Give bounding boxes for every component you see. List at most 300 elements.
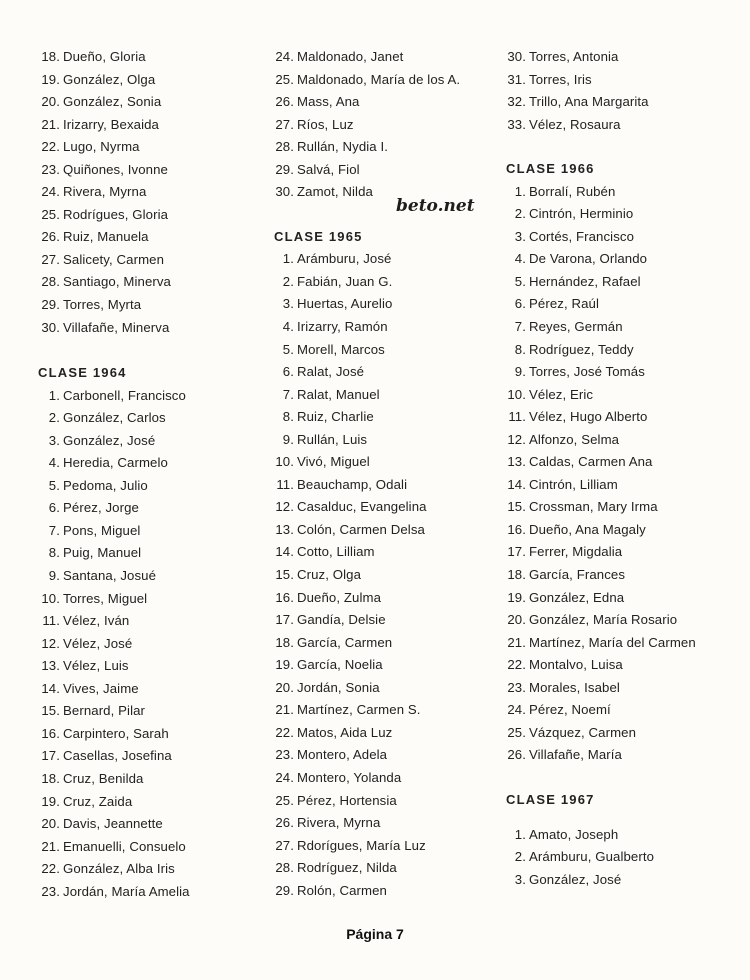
entry-name: Reyes, Germán xyxy=(529,319,623,335)
entry-number: 20. xyxy=(507,612,526,628)
list-item xyxy=(264,519,489,542)
entry-number: 5. xyxy=(282,341,294,357)
list-item xyxy=(28,881,253,904)
entry-name: Cintrón, Lilliam xyxy=(529,476,618,492)
name-list xyxy=(496,46,736,136)
list-item xyxy=(28,46,253,69)
list-item xyxy=(28,226,253,249)
class-heading-1965: CLASE 1965 xyxy=(274,228,363,244)
entry-number: 8. xyxy=(282,409,294,425)
list-item xyxy=(28,723,253,746)
entry-number: 12. xyxy=(275,499,294,515)
spacer xyxy=(496,812,736,824)
list-item xyxy=(28,69,253,92)
list-item xyxy=(264,609,489,632)
entry-name: Rdorígues, María Luz xyxy=(297,837,426,853)
entry-name: Casalduc, Evangelina xyxy=(297,499,427,515)
list-item xyxy=(496,654,736,677)
list-item xyxy=(28,475,253,498)
entry-name: Emanuelli, Consuelo xyxy=(63,838,186,854)
entry-name: García, Noelia xyxy=(297,657,383,673)
entry-number: 21. xyxy=(41,116,60,132)
entry-name: Rodríguez, Nilda xyxy=(297,860,397,876)
entry-name: Lugo, Nyrma xyxy=(63,139,140,155)
list-item xyxy=(264,114,489,137)
entry-name: Rullán, Nydia I. xyxy=(297,139,389,155)
list-item xyxy=(264,159,489,182)
entry-number: 13. xyxy=(275,521,294,537)
list-item xyxy=(496,406,736,429)
entry-number: 25. xyxy=(275,71,294,87)
list-item xyxy=(496,474,736,497)
entry-name: Puig, Manuel xyxy=(63,545,142,561)
list-item xyxy=(28,294,253,317)
list-item xyxy=(264,835,489,858)
entry-name: Cintrón, Herminio xyxy=(529,206,634,222)
entry-number: 26. xyxy=(507,747,526,763)
entry-number: 20. xyxy=(275,679,294,695)
entry-number: 30. xyxy=(507,49,526,64)
list-item xyxy=(264,767,489,790)
entry-name: Salicety, Carmen xyxy=(63,251,165,267)
list-item xyxy=(264,384,489,407)
entry-name: Torres, José Tomás xyxy=(529,364,645,380)
entry-name: Trillo, Ana Margarita xyxy=(529,94,649,110)
entry-number: 19. xyxy=(507,589,526,605)
entry-number: 18. xyxy=(41,770,60,786)
list-item xyxy=(264,541,489,564)
entry-name: Mass, Ana xyxy=(297,94,360,110)
entry-number: 24. xyxy=(41,184,60,200)
entry-name: Torres, Antonia xyxy=(529,49,619,64)
list-item xyxy=(496,46,736,69)
list-item xyxy=(496,609,736,632)
entry-number: 1. xyxy=(514,183,526,199)
name-list xyxy=(264,248,489,902)
entry-name: González, José xyxy=(529,871,622,887)
entry-number: 1. xyxy=(514,826,526,842)
entry-name: González, Olga xyxy=(63,71,156,87)
entry-number: 24. xyxy=(275,769,294,785)
entry-name: Ferrer, Migdalia xyxy=(529,544,623,560)
list-item xyxy=(264,46,489,69)
entry-number: 32. xyxy=(507,94,526,110)
entry-number: 24. xyxy=(275,49,294,64)
entry-name: Vázquez, Carmen xyxy=(529,724,637,740)
list-item xyxy=(496,587,736,610)
entry-name: Montero, Yolanda xyxy=(297,769,402,785)
entry-number: 16. xyxy=(507,521,526,537)
entry-name: Vélez, José xyxy=(63,635,133,651)
list-item xyxy=(496,384,736,407)
list-item xyxy=(496,293,736,316)
list-item xyxy=(264,857,489,880)
list-item xyxy=(264,564,489,587)
list-item xyxy=(28,249,253,272)
entry-name: Quiñones, Ivonne xyxy=(63,161,168,177)
entry-number: 19. xyxy=(41,71,60,87)
entry-name: Pons, Miguel xyxy=(63,522,141,538)
entry-name: Pérez, Raúl xyxy=(529,296,599,312)
list-item xyxy=(28,317,253,340)
entry-number: 17. xyxy=(275,612,294,628)
spacer xyxy=(496,767,736,789)
entry-name: Vélez, Luis xyxy=(63,658,129,674)
list-item xyxy=(28,791,253,814)
entry-name: García, Frances xyxy=(529,567,626,583)
entry-name: Rullán, Luis xyxy=(297,431,368,447)
entry-name: Dueño, Zulma xyxy=(297,589,382,605)
list-item xyxy=(264,699,489,722)
entry-name: Maldonado, Janet xyxy=(297,49,404,64)
entry-number: 12. xyxy=(507,431,526,447)
entry-number: 15. xyxy=(41,703,60,719)
entry-number: 15. xyxy=(275,567,294,583)
list-item xyxy=(264,316,489,339)
entry-name: Hernández, Rafael xyxy=(529,273,641,289)
entry-name: Rodrígues, Gloria xyxy=(63,206,169,222)
list-item xyxy=(28,565,253,588)
entry-number: 28. xyxy=(275,139,294,155)
entry-name: Torres, Iris xyxy=(529,71,592,87)
entry-name: Fabián, Juan G. xyxy=(297,273,393,289)
entry-name: Montalvo, Luisa xyxy=(529,657,623,673)
list-item xyxy=(496,114,736,137)
list-item xyxy=(264,654,489,677)
entry-number: 4. xyxy=(282,319,294,335)
page-number: Página 7 xyxy=(346,926,404,942)
list-item xyxy=(496,361,736,384)
entry-number: 15. xyxy=(507,499,526,515)
entry-number: 2. xyxy=(514,206,526,222)
entry-name: Huertas, Aurelio xyxy=(297,296,393,312)
entry-number: 18. xyxy=(41,49,60,64)
list-item xyxy=(264,361,489,384)
entry-name: Arámburu, José xyxy=(297,251,392,267)
entry-number: 2. xyxy=(282,273,294,289)
list-item xyxy=(496,541,736,564)
list-item xyxy=(264,677,489,700)
entry-number: 8. xyxy=(514,341,526,357)
entry-number: 26. xyxy=(275,815,294,831)
list-item xyxy=(264,880,489,903)
list-item xyxy=(28,136,253,159)
entry-name: Cruz, Olga xyxy=(297,567,362,583)
entry-number: 30. xyxy=(41,319,60,335)
entry-number: 21. xyxy=(275,702,294,718)
entry-name: Caldas, Carmen Ana xyxy=(529,454,653,470)
list-item xyxy=(264,339,489,362)
entry-number: 7. xyxy=(48,522,60,538)
entry-name: Morales, Isabel xyxy=(529,679,620,695)
list-item xyxy=(28,768,253,791)
class-heading-1964: CLASE 1964 xyxy=(38,365,127,381)
list-item xyxy=(264,812,489,835)
list-item xyxy=(496,316,736,339)
list-item xyxy=(28,542,253,565)
list-item xyxy=(264,451,489,474)
entry-name: Salvá, Fiol xyxy=(297,161,360,177)
entry-name: Martínez, María del Carmen xyxy=(529,634,696,650)
entry-number: 9. xyxy=(514,364,526,380)
entry-name: Ríos, Luz xyxy=(297,116,354,132)
entry-number: 19. xyxy=(41,793,60,809)
entry-number: 22. xyxy=(41,139,60,155)
list-item xyxy=(264,406,489,429)
entry-number: 31. xyxy=(507,71,526,87)
entry-number: 14. xyxy=(41,680,60,696)
list-item xyxy=(496,824,736,847)
entry-number: 7. xyxy=(514,319,526,335)
list-item xyxy=(496,846,736,869)
entry-name: Pérez, Jorge xyxy=(63,500,139,516)
entry-number: 28. xyxy=(41,274,60,290)
list-item xyxy=(496,181,736,204)
list-item xyxy=(496,564,736,587)
entry-number: 13. xyxy=(41,658,60,674)
entry-number: 5. xyxy=(48,477,60,493)
entry-number: 27. xyxy=(41,251,60,267)
entry-name: Vivó, Miguel xyxy=(297,454,370,470)
entry-name: Villafañe, Minerva xyxy=(63,319,170,335)
entry-name: Morell, Marcos xyxy=(297,341,385,357)
entry-name: González, Carlos xyxy=(63,410,166,426)
entry-number: 33. xyxy=(507,116,526,132)
entry-number: 18. xyxy=(507,567,526,583)
entry-name: Alfonzo, Selma xyxy=(529,431,620,447)
entry-name: Matos, Aida Luz xyxy=(297,724,393,740)
list-item xyxy=(264,271,489,294)
class-heading-1966: CLASE 1966 xyxy=(506,161,595,177)
entry-number: 16. xyxy=(275,589,294,605)
list-item xyxy=(28,91,253,114)
entry-number: 14. xyxy=(507,476,526,492)
list-item xyxy=(496,339,736,362)
list-item xyxy=(264,136,489,159)
list-item xyxy=(496,699,736,722)
entry-number: 18. xyxy=(275,634,294,650)
entry-number: 8. xyxy=(48,545,60,561)
entry-name: Beauchamp, Odali xyxy=(297,476,408,492)
entry-number: 30. xyxy=(275,184,294,200)
entry-name: Santana, Josué xyxy=(63,568,157,584)
entry-number: 4. xyxy=(48,455,60,471)
list-item xyxy=(28,588,253,611)
entry-name: Pedoma, Julio xyxy=(63,477,148,493)
list-item xyxy=(264,632,489,655)
entry-name: Villafañe, María xyxy=(529,747,622,763)
entry-number: 29. xyxy=(41,297,60,313)
list-item xyxy=(28,407,253,430)
entry-number: 29. xyxy=(275,882,294,898)
entry-name: Jordán, Sonia xyxy=(297,679,380,695)
entry-name: Amato, Joseph xyxy=(529,826,619,842)
entry-number: 6. xyxy=(282,364,294,380)
list-item xyxy=(28,655,253,678)
name-list xyxy=(264,46,489,204)
entry-name: Cortés, Francisco xyxy=(529,228,635,244)
entry-number: 25. xyxy=(41,206,60,222)
list-item xyxy=(28,181,253,204)
entry-number: 4. xyxy=(514,251,526,267)
entry-number: 25. xyxy=(507,724,526,740)
entry-name: Davis, Jeannette xyxy=(63,816,163,832)
entry-name: Pérez, Noemí xyxy=(529,702,611,718)
entry-number: 17. xyxy=(507,544,526,560)
entry-name: Vélez, Eric xyxy=(529,386,594,402)
list-item xyxy=(264,587,489,610)
list-item xyxy=(496,226,736,249)
entry-number: 25. xyxy=(275,792,294,808)
entry-name: Vélez, Iván xyxy=(63,613,130,629)
entry-number: 1. xyxy=(48,387,60,403)
list-item xyxy=(28,610,253,633)
entry-number: 22. xyxy=(275,724,294,740)
list-item xyxy=(28,678,253,701)
entry-name: González, Alba Iris xyxy=(63,861,175,877)
name-list xyxy=(28,46,253,339)
entry-name: Torres, Myrta xyxy=(63,297,142,313)
entry-name: Bernard, Pilar xyxy=(63,703,146,719)
entry-name: Heredia, Carmelo xyxy=(63,455,168,471)
list-item xyxy=(28,745,253,768)
list-item xyxy=(28,497,253,520)
entry-number: 20. xyxy=(41,94,60,110)
entry-number: 10. xyxy=(507,386,526,402)
list-item xyxy=(28,520,253,543)
entry-name: González, María Rosario xyxy=(529,612,678,628)
entry-number: 23. xyxy=(507,679,526,695)
entry-name: Ralat, José xyxy=(297,364,365,380)
column-3 xyxy=(496,46,736,891)
entry-number: 3. xyxy=(514,871,526,887)
entry-name: Vélez, Rosaura xyxy=(529,116,621,132)
entry-number: 7. xyxy=(282,386,294,402)
entry-name: Carpintero, Sarah xyxy=(63,725,169,741)
list-item xyxy=(496,451,736,474)
entry-name: Jordán, María Amelia xyxy=(63,883,190,899)
entry-name: Dueño, Ana Magaly xyxy=(529,521,646,537)
list-item xyxy=(28,452,253,475)
spacer xyxy=(28,339,253,362)
entry-number: 24. xyxy=(507,702,526,718)
list-item xyxy=(28,430,253,453)
list-item xyxy=(496,632,736,655)
entry-number: 22. xyxy=(41,861,60,877)
list-item xyxy=(496,677,736,700)
entry-name: De Varona, Orlando xyxy=(529,251,648,267)
list-item xyxy=(28,700,253,723)
list-item xyxy=(28,858,253,881)
column-1 xyxy=(28,46,253,903)
spacer xyxy=(496,136,736,158)
entry-number: 29. xyxy=(275,161,294,177)
entry-number: 3. xyxy=(48,432,60,448)
name-list xyxy=(28,385,253,904)
entry-name: Montero, Adela xyxy=(297,747,388,763)
list-item xyxy=(28,114,253,137)
list-item xyxy=(264,69,489,92)
list-item xyxy=(496,519,736,542)
list-item xyxy=(496,744,736,767)
entry-number: 27. xyxy=(275,837,294,853)
entry-name: Arámburu, Gualberto xyxy=(529,849,655,865)
entry-number: 14. xyxy=(275,544,294,560)
list-item xyxy=(496,69,736,92)
entry-number: 3. xyxy=(282,296,294,312)
entry-number: 23. xyxy=(41,883,60,899)
entry-number: 11. xyxy=(42,613,60,629)
entry-number: 10. xyxy=(275,454,294,470)
list-item xyxy=(496,429,736,452)
entry-name: Irizarry, Ramón xyxy=(297,319,388,335)
entry-name: Cruz, Zaida xyxy=(63,793,133,809)
list-item xyxy=(264,790,489,813)
list-item xyxy=(264,744,489,767)
entry-number: 28. xyxy=(275,860,294,876)
list-item xyxy=(496,248,736,271)
entry-number: 11. xyxy=(276,476,294,492)
entry-name: Zamot, Nilda xyxy=(297,184,373,200)
entry-name: González, Edna xyxy=(529,589,625,605)
entry-number: 6. xyxy=(48,500,60,516)
list-item xyxy=(28,159,253,182)
entry-name: Vélez, Hugo Alberto xyxy=(529,409,648,425)
list-item xyxy=(28,813,253,836)
list-item xyxy=(264,91,489,114)
entry-name: Cotto, Lilliam xyxy=(297,544,375,560)
list-item xyxy=(496,271,736,294)
entry-number: 16. xyxy=(41,725,60,741)
list-item xyxy=(28,836,253,859)
entry-number: 17. xyxy=(41,748,60,764)
list-item xyxy=(496,496,736,519)
name-list xyxy=(496,181,736,767)
list-item xyxy=(264,293,489,316)
entry-number: 1. xyxy=(282,251,294,267)
entry-name: Torres, Miguel xyxy=(63,590,148,606)
entry-name: Pérez, Hortensia xyxy=(297,792,397,808)
entry-number: 27. xyxy=(275,116,294,132)
entry-number: 20. xyxy=(41,816,60,832)
list-item xyxy=(264,429,489,452)
entry-name: Colón, Carmen Delsa xyxy=(297,521,425,537)
entry-name: Ruiz, Charlie xyxy=(297,409,374,425)
entry-name: Maldonado, María de los A. xyxy=(297,71,461,87)
entry-number: 6. xyxy=(514,296,526,312)
list-item xyxy=(496,203,736,226)
list-item xyxy=(28,385,253,408)
entry-name: Irizarry, Bexaida xyxy=(63,116,159,132)
entry-number: 19. xyxy=(275,657,294,673)
entry-name: González, José xyxy=(63,432,156,448)
list-item xyxy=(496,869,736,892)
entry-number: 21. xyxy=(507,634,526,650)
list-item xyxy=(496,91,736,114)
entry-name: Dueño, Gloria xyxy=(63,49,146,64)
class-heading-1967: CLASE 1967 xyxy=(506,791,595,807)
list-item xyxy=(264,496,489,519)
entry-number: 13. xyxy=(507,454,526,470)
entry-number: 11. xyxy=(508,409,526,425)
entry-number: 26. xyxy=(275,94,294,110)
entry-name: Crossman, Mary Irma xyxy=(529,499,658,515)
entry-name: Vives, Jaime xyxy=(63,680,139,696)
entry-number: 5. xyxy=(514,273,526,289)
entry-name: Rivera, Myrna xyxy=(297,815,381,831)
entry-number: 22. xyxy=(507,657,526,673)
entry-name: Rodríguez, Teddy xyxy=(529,341,634,357)
